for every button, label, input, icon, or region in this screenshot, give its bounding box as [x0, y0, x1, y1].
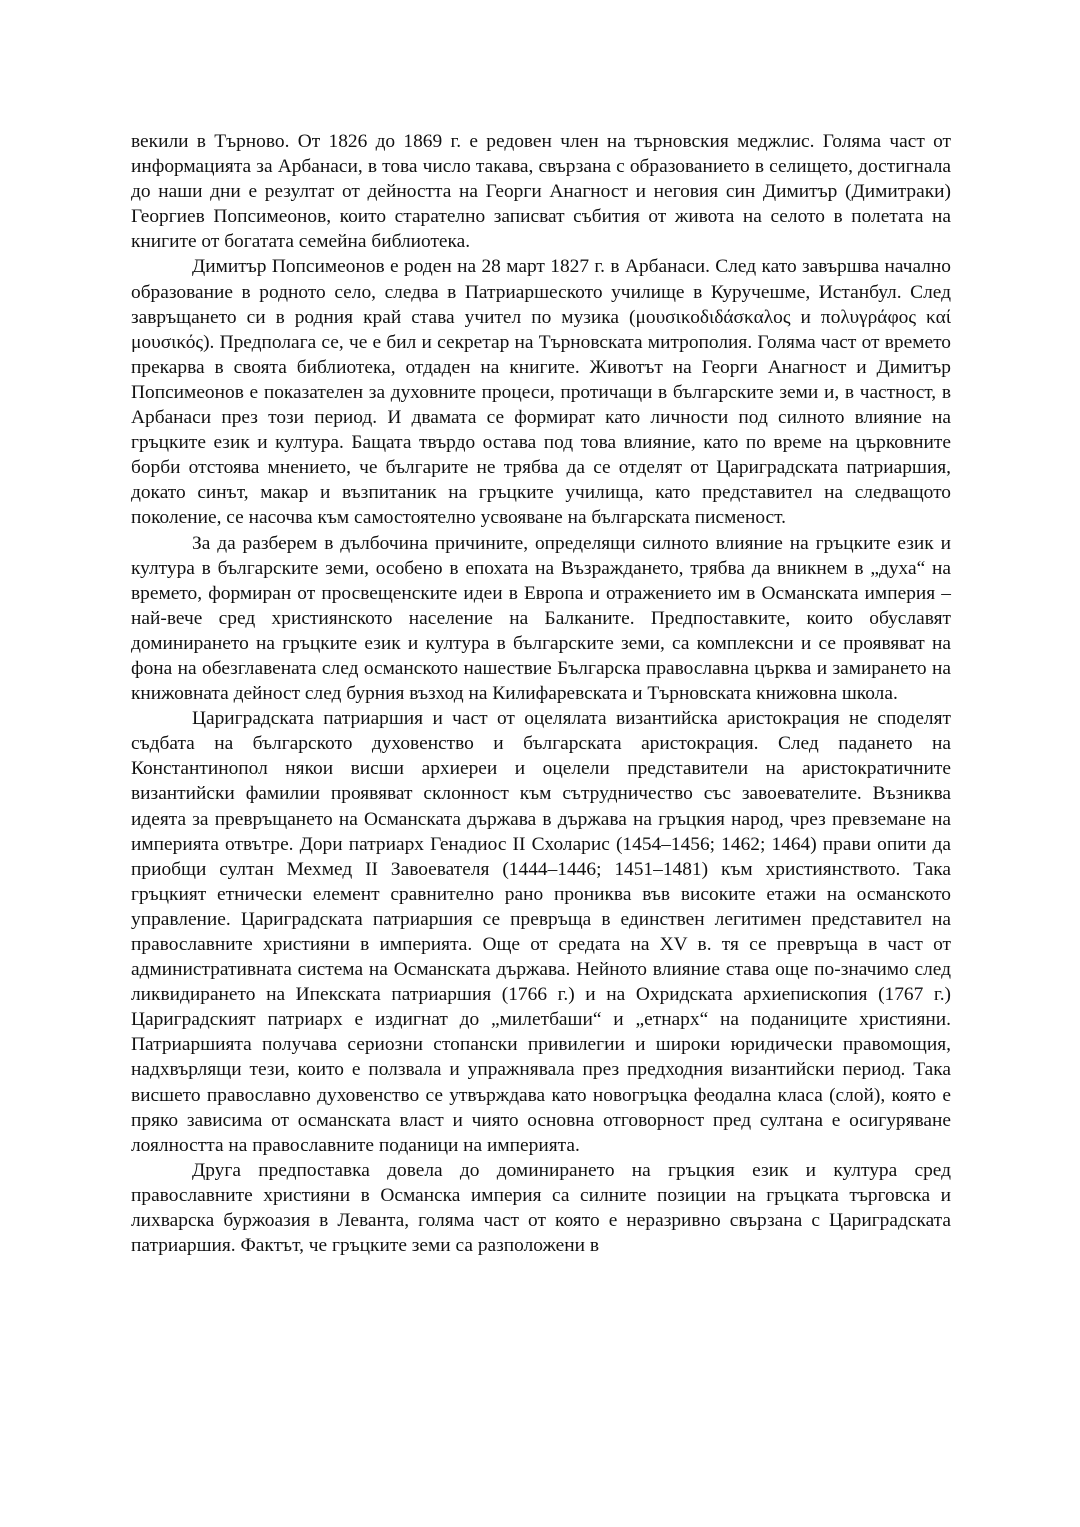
paragraph-greek-influence: За да разберем в дълбочина причините, определящи силното влияние на гръцките език и култура в българските земи, особено в епохата на Възраждането, трябва да вникнем в „духа“ на времето, формиран от просвещенските идеи в Европа и отражението им в Османската империя – най-вече сред християнското население на Балканите. Предпоставките, които обуславят доминирането на гръцките език и култура в българските земи, са комплексни и се проявяват на фона на обезглавената след османското нашествие Българска православна църква и замирането на книжовната дейност след бурния възход на Килифаревската и Търновската книжовна школа. [131, 532, 951, 705]
document-page [131, 129, 951, 1258]
paragraph-bourgeoisie: Друга предпоставка довела до доминирането на гръцкия език и култура сред православните християни в Османска империя са силните позиции на гръцката търговска и лихварска буржоазия в Леванта, голяма част от която е неразривно свързана с Цариградската патриаршия. Фактът, че гръцките земи са разположени в [131, 1159, 951, 1257]
paragraph-continuation: векили в Търново. От 1826 до 1869 г. е редовен член на търновския меджлис. Голяма част от информацията за Арбанаси, в това число такава, свързана с образованието в селището, достигнала до наши дни е резултат от дейността на Георги Анагност и неговия син Димитър (Димитраки) Георгиев Попсимеонов, които старателно записват събития от живота на селото в полетата на книгите от богатата семейна библиотека. [131, 131, 951, 253]
paragraph-patriarchate: Цариградската патриаршия и част от оцелялата византийска аристокрация не споделят съдбата на българското духовенство и българската аристокрация. След падането на Константинопол някои висши архиереи и оцелели представители на аристократичните византийски фамилии проявяват склонност към сътрудничество със завоевателите. Възниква идеята за превръщането на Османската държава в държава на гръцкия народ, чрез превземане на империята отвътре. Дори патриарх Генадиос II Схоларис (1454–1456; 1462; 1464) прави опити да приобщи султан Мехмед II Завоевателя (1444–1446; 1451–1481) към християнството. Така гръцкият етнически елемент сравнително рано прониква във високите етажи на османското управление. Цариградската патриаршия се превръща в единствен легитимен представител на православните християни в империята. Още от средата на XV в. тя се превръща в част от административната система на Османската държава. Нейното влияние става още по-значимо след ликвидирането на Ипекската патриаршия (1766 г.) и на Охридската архиепископия (1767 г.) Цариградският патриарх е издигнат до „милетбаши“ и „етнарх“ на поданиците християни. Патриаршията получава сериозни стопански привилегии и широки юридически правомощия, надхвърлящи тези, които е ползвала и упражнявала през предходния византийски период. Така висшето православно духовенство се утвърждава като новогръцка феодална класа (слой), която е пряко зависима от османската власт и чиято основна отговорност пред султана е осигуряване лоялността на православните поданици на империята. [131, 708, 951, 1156]
paragraph-popsimeonov: Димитър Попсимеонов е роден на 28 март 1827 г. в Арбанаси. След като завършва начално образование в родното село, следва в Патриаршеското училище в Куручешме, Истанбул. След завръщането си в родния край става учител по музика (μουσικοδιδάσκαλος и πολυγράφος καί μουσικός). Предполага се, че е бил и секретар на Търновската митрополия. Голяма част от времето прекарва в своята библиотека, отдаден на книгите. Животът на Георги Анагност и Димитър Попсимеонов е показателен за духовните процеси, протичащи в българските земи и, в частност, в Арбанаси през този период. И двамата се формират като личности под силното влияние на гръцките език и култура. Бащата твърдо остава под това влияние, като по време на църковните борби отстоява мнението, че българите не трябва да се отделят от Цариградската патриаршия, докато синът, макар и възпитаник на гръцките училища, като представител на следващото поколение, се насочва към самостоятелно усвояване на българската писменост. [131, 256, 951, 529]
